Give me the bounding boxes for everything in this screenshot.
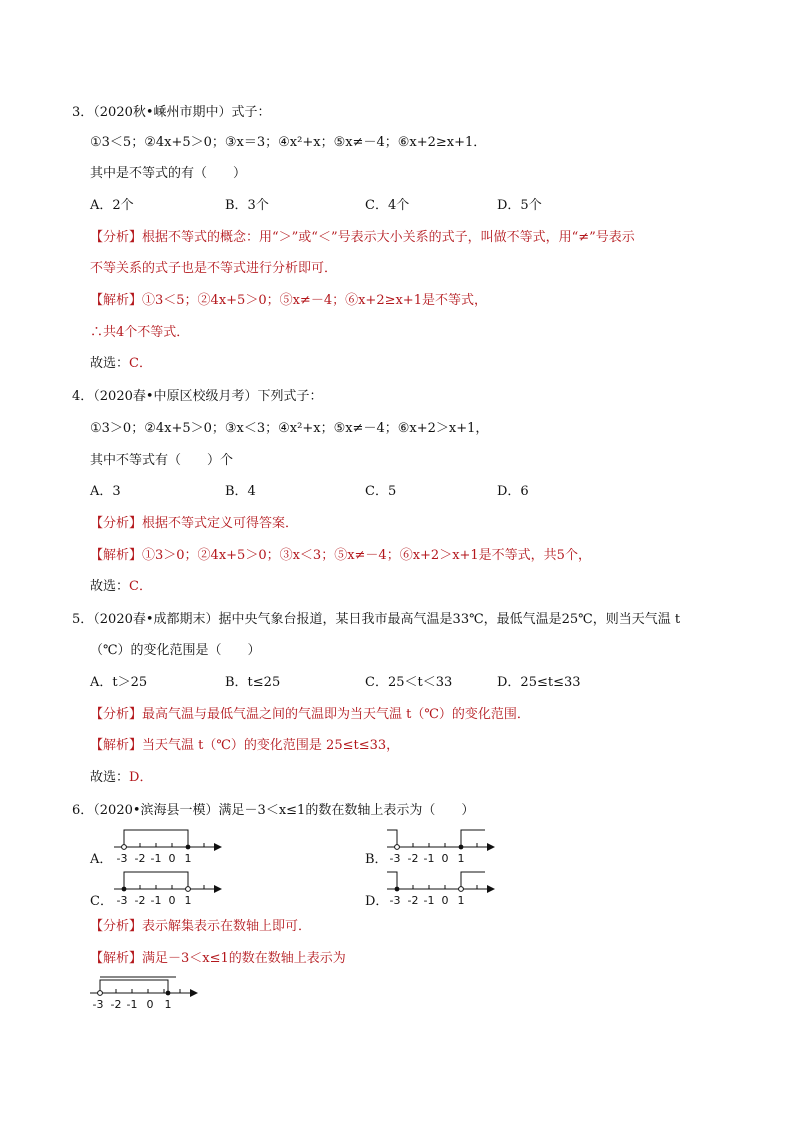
analysis-tag: 【分析】 bbox=[90, 516, 143, 531]
question-source: （2020•滨海县一模） bbox=[93, 803, 219, 818]
tick-label: 1 bbox=[457, 852, 465, 865]
question-4-option-c: C．5 bbox=[365, 484, 397, 499]
question-3-items: ①3＜5；②4x+5＞0；③x＝3；④x²+x；⑤x≠－4；⑥x+2≥x+1． bbox=[90, 135, 487, 150]
question-5-answer bbox=[90, 769, 152, 787]
question-stem: 下列式子： bbox=[257, 389, 323, 404]
tick-label: -3 bbox=[389, 894, 401, 907]
question-3-answer bbox=[90, 355, 152, 373]
question-5-solution bbox=[90, 737, 399, 755]
analysis-text: 表示解集表示在数轴上即可． bbox=[142, 919, 312, 934]
answer-prefix: 故选： bbox=[90, 356, 130, 371]
answer-prefix: 故选： bbox=[90, 770, 130, 785]
numberline-option-a bbox=[112, 826, 224, 868]
solution-tag: 【解析】 bbox=[90, 548, 143, 563]
tick-label: 1 bbox=[184, 894, 192, 907]
question-4-header bbox=[72, 388, 323, 406]
tick-label: 0 bbox=[168, 894, 176, 907]
question-4-option-a: A．3 bbox=[90, 484, 121, 499]
question-6-analysis bbox=[90, 918, 311, 936]
tick-label: 0 bbox=[146, 998, 154, 1011]
question-6-option-a-label: A． bbox=[90, 852, 113, 867]
analysis-text: 最高气温与最低气温之间的气温即为当天气温 t（℃）的变化范围． bbox=[142, 707, 530, 722]
question-4-answer bbox=[90, 578, 152, 596]
solution-tag: 【解析】 bbox=[90, 951, 143, 966]
solution-text: ①3＞0；②4x+5＞0；③x＜3；⑤x≠－4；⑥x+2＞x+1是不等式，共5个， bbox=[142, 548, 591, 563]
tick-label: 0 bbox=[441, 852, 449, 865]
question-number: 4． bbox=[72, 389, 94, 404]
solution-text: 满足－3＜x≤1的数在数轴上表示为 bbox=[142, 951, 346, 966]
question-5-option-c: C．25＜t＜33 bbox=[365, 675, 453, 690]
question-3-option-d: D．5个 bbox=[497, 198, 542, 213]
question-4-option-d: D．6 bbox=[497, 484, 529, 499]
question-3-solution-line-1 bbox=[90, 292, 487, 310]
answer-prefix: 故选： bbox=[90, 579, 130, 594]
answer-choice: C． bbox=[129, 579, 152, 594]
question-stem: 满足－3＜x≤1的数在数轴上表示为（ ） bbox=[218, 803, 475, 818]
question-5-header bbox=[72, 611, 680, 629]
analysis-text: 根据不等式的概念：用“＞”或“＜”号表示大小关系的式子，叫做不等式，用“≠”号表示 bbox=[142, 230, 635, 245]
question-number: 6． bbox=[72, 803, 94, 818]
question-3-option-a: A．2个 bbox=[90, 198, 134, 213]
tick-label: -3 bbox=[389, 852, 401, 865]
question-3-header bbox=[72, 104, 271, 122]
question-3-option-b: B．3个 bbox=[225, 198, 269, 213]
answer-choice: D． bbox=[129, 770, 153, 785]
solution-text: ①3＜5；②4x+5＞0；⑤x≠－4；⑥x+2≥x+1是不等式， bbox=[142, 293, 487, 308]
question-source: （2020秋•嵊州市期中） bbox=[93, 105, 232, 120]
question-stem: 据中央气象台报道，某日我市最高气温是33℃，最低气温是25℃，则当天气温 t bbox=[218, 612, 681, 627]
question-4-option-b: B．4 bbox=[225, 484, 256, 499]
question-4-items: ①3＞0；②4x+5＞0；③x＜3；④x²+x；⑤x≠－4；⑥x+2＞x+1， bbox=[90, 421, 489, 436]
question-3-analysis-line-1 bbox=[90, 229, 635, 247]
question-6-option-b-label: B． bbox=[365, 852, 388, 867]
tick-label: -1 bbox=[423, 894, 435, 907]
tick-label: -2 bbox=[407, 894, 419, 907]
question-5-option-a: A．t＞25 bbox=[90, 675, 148, 690]
question-6-header bbox=[72, 802, 474, 820]
question-5-stem-line-2: （℃）的变化范围是（ ） bbox=[90, 643, 261, 658]
analysis-text: 根据不等式定义可得答案． bbox=[142, 516, 299, 531]
question-source: （2020春•中原区校级月考） bbox=[93, 389, 258, 404]
question-4-solution bbox=[90, 547, 591, 565]
numberline-option-b bbox=[385, 826, 497, 868]
tick-label: -1 bbox=[126, 998, 138, 1011]
tick-label: -2 bbox=[407, 852, 419, 865]
tick-label: 0 bbox=[168, 852, 176, 865]
question-3-analysis-line-2: 不等关系的式子也是不等式进行分析即可． bbox=[90, 261, 338, 276]
question-5-analysis bbox=[90, 706, 530, 724]
tick-label: -2 bbox=[134, 894, 146, 907]
question-source: （2020春•成都期末） bbox=[93, 612, 219, 627]
question-4-prompt: 其中不等式有（ ）个 bbox=[90, 453, 234, 468]
question-3-option-c: C．4个 bbox=[365, 198, 410, 213]
answer-choice: C． bbox=[129, 356, 152, 371]
question-6-option-d-label: D． bbox=[365, 894, 389, 909]
tick-label: -3 bbox=[116, 894, 128, 907]
tick-label: 1 bbox=[164, 998, 172, 1011]
question-4-analysis bbox=[90, 515, 298, 533]
question-6-solution bbox=[90, 950, 346, 968]
solution-tag: 【解析】 bbox=[90, 738, 143, 753]
numberline-solution bbox=[88, 972, 200, 1014]
question-stem: 式子： bbox=[231, 105, 271, 120]
tick-label: -3 bbox=[92, 998, 104, 1011]
analysis-tag: 【分析】 bbox=[90, 919, 143, 934]
solution-tag: 【解析】 bbox=[90, 293, 143, 308]
tick-label: -1 bbox=[150, 852, 162, 865]
question-5-option-b: B．t≤25 bbox=[225, 675, 281, 690]
question-3-solution-line-2: ∴共4个不等式． bbox=[90, 325, 190, 340]
question-number: 5． bbox=[72, 612, 94, 627]
question-3-prompt: 其中是不等式的有（ ） bbox=[90, 166, 247, 181]
tick-label: 1 bbox=[457, 894, 465, 907]
tick-label: -3 bbox=[116, 852, 128, 865]
tick-label: -2 bbox=[110, 998, 122, 1011]
numberline-option-c bbox=[112, 868, 224, 910]
tick-label: -1 bbox=[423, 852, 435, 865]
tick-label: 0 bbox=[441, 894, 449, 907]
solution-text: 当天气温 t（℃）的变化范围是 25≤t≤33， bbox=[142, 738, 400, 753]
analysis-tag: 【分析】 bbox=[90, 230, 143, 245]
tick-label: -1 bbox=[150, 894, 162, 907]
analysis-tag: 【分析】 bbox=[90, 707, 143, 722]
question-number: 3． bbox=[72, 105, 94, 120]
question-6-option-c-label: C． bbox=[90, 894, 113, 909]
numberline-option-d bbox=[385, 868, 497, 910]
tick-label: -2 bbox=[134, 852, 146, 865]
tick-label: 1 bbox=[184, 852, 192, 865]
question-5-option-d: D．25≤t≤33 bbox=[497, 675, 581, 690]
